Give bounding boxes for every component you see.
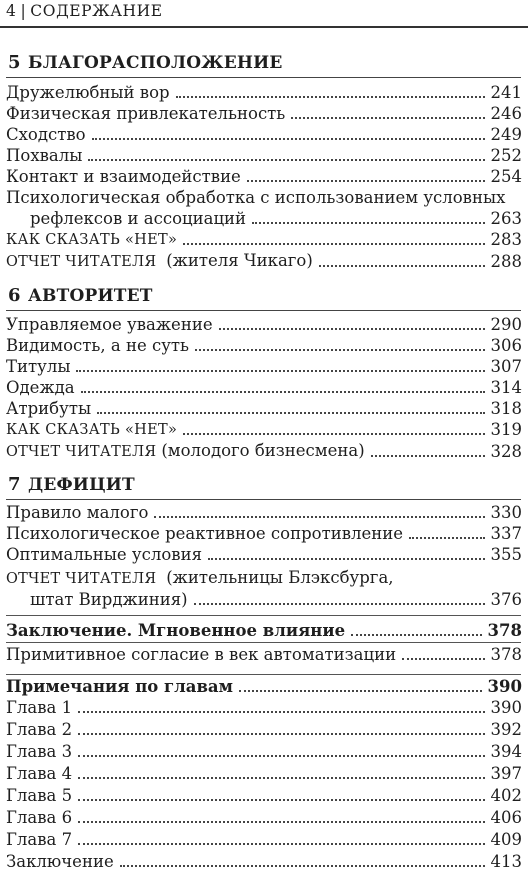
leader-dots: [120, 865, 485, 867]
leader-dots: [195, 349, 484, 351]
entry-title: Оптимальные условия: [6, 545, 202, 564]
entry-title: Титулы: [6, 357, 71, 376]
toc-entry[interactable]: [6, 166, 522, 188]
entry-title: Атрибуты: [6, 399, 92, 418]
leader-dots: [194, 603, 485, 605]
toc-entry[interactable]: [6, 377, 522, 399]
entry-page: 355: [490, 545, 522, 564]
leader-dots: [208, 558, 485, 560]
toc-entry[interactable]: [6, 124, 522, 146]
entry-page: 283: [490, 230, 522, 249]
leader-dots: [371, 455, 485, 457]
entry-title: Сходство: [6, 125, 86, 144]
entry-title: Одежда: [6, 378, 75, 397]
entry-title: Физическая привлекательность: [6, 104, 286, 123]
entry-page: 397: [490, 764, 522, 783]
toc-entry[interactable]: [6, 807, 522, 829]
entry-title: Заключение. Мгновенное влияние: [6, 621, 346, 640]
toc-entry-line1[interactable]: [6, 567, 394, 590]
toc-entry[interactable]: [6, 229, 522, 251]
leader-dots: [252, 222, 484, 224]
leader-dots: [319, 265, 485, 267]
entry-title: Глава 6: [6, 808, 73, 827]
entry-title: рефлексов и ассоциаций: [30, 209, 247, 228]
toc-entry[interactable]: [6, 251, 522, 273]
entry-page: 409: [490, 830, 522, 849]
running-head: [6, 0, 163, 22]
chapter-heading[interactable]: [8, 52, 283, 74]
chapter-rule: [6, 77, 521, 78]
leader-dots: [154, 516, 484, 518]
toc-entry[interactable]: [6, 314, 522, 336]
leader-dots: [183, 243, 484, 245]
toc-entry[interactable]: [30, 589, 522, 611]
leader-dots: [78, 777, 484, 779]
entry-page: 307: [490, 357, 522, 376]
entry-title: Психологическое реактивное сопротивление: [6, 524, 404, 543]
entry-page: 319: [490, 420, 522, 439]
entry-title: Видимость, а не суть: [6, 336, 190, 355]
leader-dots: [88, 159, 484, 161]
toc-entry[interactable]: [6, 544, 522, 566]
toc-entry[interactable]: [6, 103, 522, 125]
leader-dots: [409, 537, 484, 539]
entry-title: КАК СКАЗАТЬ «НЕТ»: [6, 232, 178, 248]
entry-page: 390: [490, 698, 522, 717]
leader-dots: [78, 711, 484, 713]
reader-report-label: ОТЧЕТ ЧИТАТЕЛЯ: [6, 571, 157, 587]
chapter-number: 6: [8, 285, 21, 306]
entry-page: 249: [490, 125, 522, 144]
entry-title: Дружелюбный вор: [6, 83, 170, 102]
entry-page: 314: [490, 378, 522, 397]
toc-entry[interactable]: [30, 208, 522, 230]
entry-page: 241: [490, 83, 522, 102]
leader-dots: [176, 96, 485, 98]
reader-report-label: ОТЧЕТ ЧИТАТЕЛЯ: [6, 444, 157, 460]
reader-report-subtitle: (жительницы Блэксбурга,: [166, 568, 394, 587]
entry-page: 252: [490, 146, 522, 165]
toc-entry[interactable]: [6, 741, 522, 763]
toc-entry[interactable]: [6, 697, 522, 719]
leader-dots: [78, 799, 484, 801]
entry-page: 406: [490, 808, 522, 827]
leader-dots: [183, 433, 484, 435]
entry-page: 328: [490, 442, 522, 461]
toc-entry[interactable]: [6, 829, 522, 851]
entry-title: [6, 440, 365, 463]
toc-entry[interactable]: [6, 441, 522, 463]
reader-report-subtitle: (жителя Чикаго): [166, 251, 313, 270]
entry-page: 318: [490, 399, 522, 418]
toc-entry-line1[interactable]: Психологическая обработка с использованием условных: [6, 188, 506, 207]
toc-entry[interactable]: [6, 851, 522, 873]
running-head-divider: |: [20, 2, 27, 20]
leader-dots: [78, 843, 484, 845]
chapter-rule: [6, 499, 521, 500]
entry-page: 402: [490, 786, 522, 805]
entry-title: Глава 2: [6, 720, 73, 739]
leader-dots: [78, 821, 484, 823]
entry-title: Контакт и взаимодействие: [6, 167, 241, 186]
entry-page: 337: [490, 524, 522, 543]
chapter-number: 7: [8, 474, 21, 495]
toc-entry[interactable]: [6, 644, 522, 666]
entry-page: 378: [487, 621, 522, 640]
entry-title: КАК СКАЗАТЬ «НЕТ»: [6, 422, 178, 438]
section-rule: [6, 674, 521, 675]
chapter-rule: [6, 310, 521, 311]
leader-dots: [402, 658, 484, 660]
chapter-number: 5: [8, 52, 21, 73]
leader-dots: [239, 690, 482, 692]
reader-report-subtitle: (молодого бизнесмена): [161, 441, 365, 460]
entry-page: 290: [490, 315, 522, 334]
chapter-title: АВТОРИТЕТ: [28, 286, 153, 306]
reader-report-label: ОТЧЕТ ЧИТАТЕЛЯ: [6, 254, 157, 270]
leader-dots: [81, 391, 485, 393]
entry-title: Глава 1: [6, 698, 73, 717]
toc-entry[interactable]: [6, 356, 522, 378]
entry-title: Глава 7: [6, 830, 73, 849]
leader-dots: [76, 370, 484, 372]
toc-entry[interactable]: [6, 502, 522, 524]
toc-entry[interactable]: [6, 145, 522, 167]
entry-title: штат Вирджиния): [30, 590, 188, 609]
toc-entry[interactable]: [6, 676, 522, 698]
header-rule: [0, 26, 528, 28]
entry-title: Примитивное согласие в век автоматизации: [6, 645, 397, 664]
toc-entry[interactable]: [6, 620, 522, 642]
entry-page: 254: [490, 167, 522, 186]
entry-page: 306: [490, 336, 522, 355]
chapter-title: ДЕФИЦИТ: [28, 475, 135, 495]
entry-title: Глава 5: [6, 786, 73, 805]
entry-title: Управляемое уважение: [6, 315, 213, 334]
toc-entry[interactable]: [6, 785, 522, 807]
section-rule: [6, 642, 521, 643]
entry-page: 330: [490, 503, 522, 522]
entry-page: 288: [490, 252, 522, 271]
toc-entry[interactable]: [6, 82, 522, 104]
leader-dots: [78, 755, 484, 757]
entry-page: 392: [490, 720, 522, 739]
entry-page: 263: [490, 209, 522, 228]
entry-title: Заключение: [6, 852, 114, 871]
leader-dots: [219, 328, 485, 330]
section-rule: [6, 615, 521, 616]
leader-dots: [291, 117, 484, 119]
toc-entry[interactable]: [6, 719, 522, 741]
leader-dots: [97, 412, 484, 414]
toc-entry[interactable]: [6, 335, 522, 357]
entry-page: 378: [490, 645, 522, 664]
entry-page: 394: [490, 742, 522, 761]
leader-dots: [78, 733, 484, 735]
entry-title: Примечания по главам: [6, 677, 233, 696]
entry-title: Похвалы: [6, 146, 83, 165]
entry-page: 376: [490, 590, 522, 609]
entry-title: Глава 3: [6, 742, 73, 761]
leader-dots: [247, 180, 485, 182]
page-number: 4: [6, 2, 17, 20]
toc-entry[interactable]: [6, 763, 522, 785]
toc-entry[interactable]: [6, 398, 522, 420]
chapter-heading[interactable]: [8, 285, 153, 307]
entry-page: 246: [490, 104, 522, 123]
chapter-title: БЛАГОРАСПОЛОЖЕНИЕ: [28, 53, 283, 73]
leader-dots: [92, 138, 485, 140]
entry-page: 390: [487, 677, 522, 696]
entry-page: 413: [490, 852, 522, 871]
entry-title: [6, 250, 313, 273]
running-head-title: СОДЕРЖАНИЕ: [30, 2, 163, 20]
leader-dots: [351, 634, 481, 636]
chapter-heading[interactable]: [8, 474, 135, 496]
toc-entry[interactable]: [6, 523, 522, 545]
entry-title: Правило малого: [6, 503, 149, 522]
toc-entry[interactable]: [6, 419, 522, 441]
entry-title: Глава 4: [6, 764, 73, 783]
